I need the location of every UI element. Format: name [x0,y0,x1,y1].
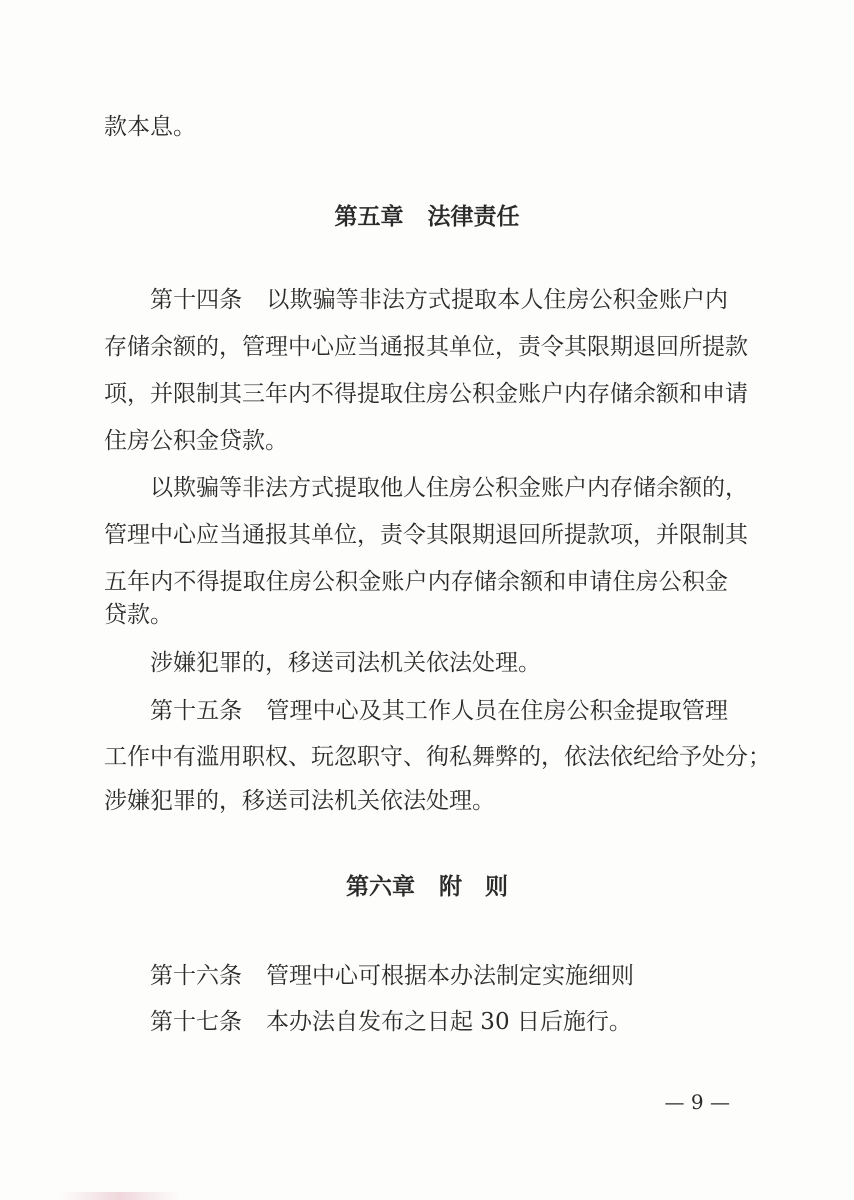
article-label: 第十六条 [150,963,242,989]
carryover-text: 款本息。 [104,114,196,140]
article-14-para2-line-3: 五年内不得提取住房公积金账户内存储余额和申请住房公积金 [104,569,728,595]
article-15-line-1 [150,696,728,726]
article-label: 第十七条 [150,1009,242,1035]
chapter-5-heading [0,202,854,232]
chapter-6-heading [0,872,854,902]
article-14-para2-line-1: 以欺骗等非法方式提取他人住房公积金账户内存储余额的， [150,475,748,501]
article-14-line-1 [150,285,728,315]
article-label: 第十五条 [150,698,243,724]
page-number: — 9 — [664,1090,730,1114]
article-text: 管理中心可根据本办法制定实施细则 [266,963,634,989]
article-text: 以欺骗等非法方式提取本人住房公积金账户内 [266,287,729,313]
article-14-line-3: 项，并限制其三年内不得提取住房公积金账户内存储余额和申请 [104,381,748,407]
article-14-para3: 涉嫌犯罪的，移送司法机关依法处理。 [150,650,541,676]
chapter-title: 附 则 [439,874,508,900]
article-label: 第十四条 [150,287,243,313]
scan-smudge [60,1192,180,1200]
article-14-para2-line-2: 管理中心应当通报其单位，责令其限期退回所提款项，并限制其 [104,522,748,548]
article-14-line-2: 存储余额的，管理中心应当通报其单位，责令其限期退回所提款 [104,334,748,360]
article-17 [150,1007,632,1037]
chapter-title: 法律责任 [427,204,520,230]
article-text: 管理中心及其工作人员在住房公积金提取管理 [266,698,729,724]
article-14-para2-line-4: 贷款。 [104,602,173,628]
article-text: 本办法自发布之日起 30 日后施行。 [266,1009,632,1035]
article-15-line-2: 工作中有滥用职权、玩忽职守、徇私舞弊的，依法依纪给予处分； [104,744,771,770]
chapter-label: 第五章 [334,204,404,230]
article-15-line-3: 涉嫌犯罪的，移送司法机关依法处理。 [104,788,495,814]
article-16 [150,961,634,991]
article-14-line-4: 住房公积金贷款。 [104,428,288,454]
chapter-label: 第六章 [346,874,415,900]
